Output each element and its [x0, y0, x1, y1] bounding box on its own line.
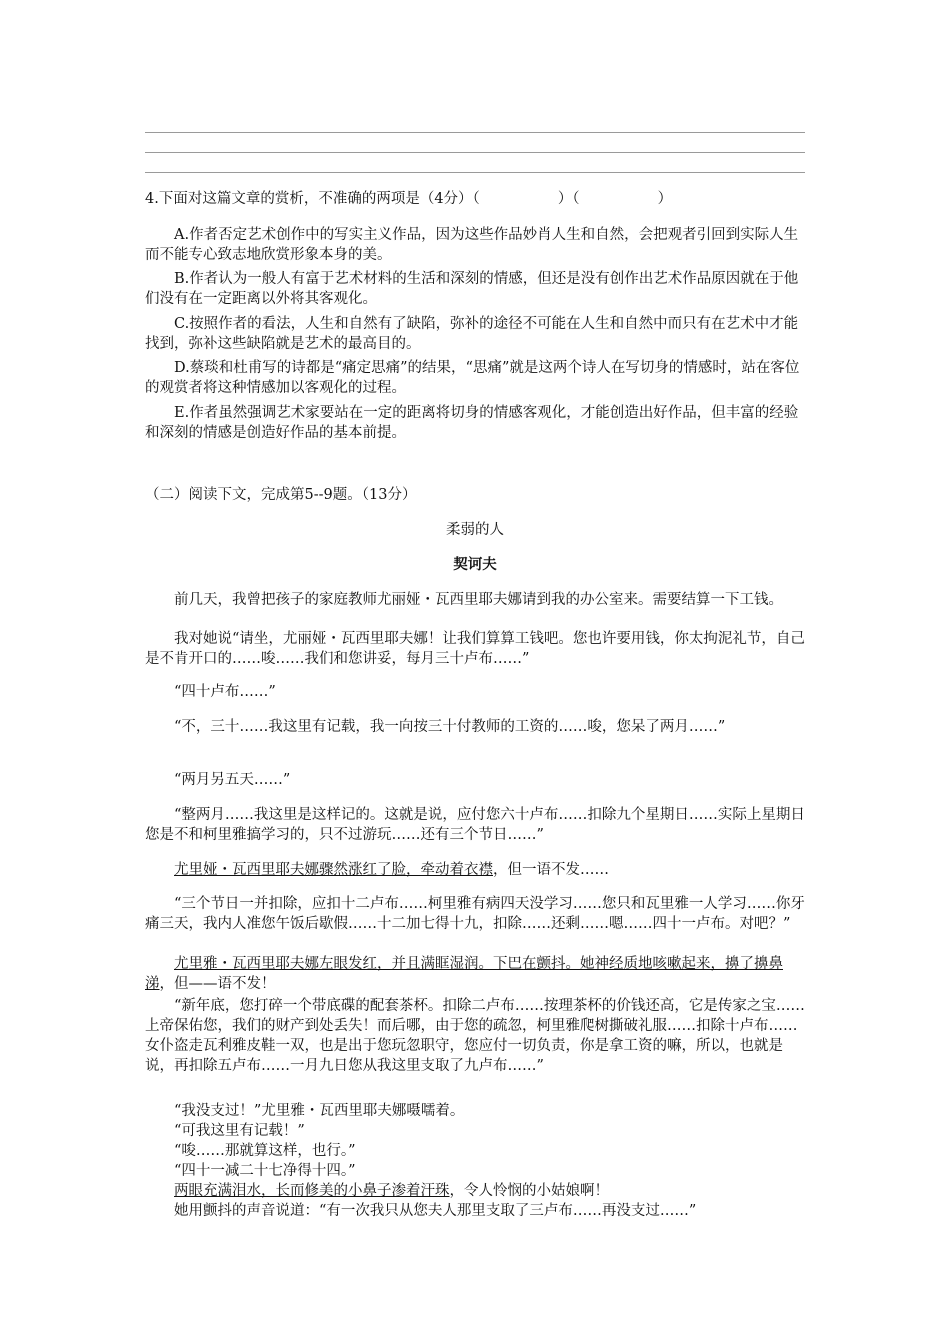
passage-paragraph: “两月另五天……” — [174, 772, 291, 788]
passage-paragraph: “唆……那就算这样，也行。” — [174, 1143, 356, 1159]
passage-paragraph: 我对她说“请坐，尤丽娅・瓦西里耶夫娜！让我们算算工钱吧。您也许要用钱，你太拘泥礼节，自己是不肯开口的……唆……我们和您讲妥，每月三十卢布……” — [145, 631, 805, 667]
passage-paragraph: “四十卢布……” — [174, 684, 276, 700]
answer-line — [145, 172, 805, 173]
answer-line — [145, 152, 805, 153]
passage-paragraph: “新年底，您打碎一个带底碟的配套茶杯。扣除二卢布……按理茶杯的价钱还高，它是传家之宝……上帝保佑您，我们的财产到处丢失！而后哪，由于您的疏忽，柯里雅爬树撕破礼服……扣除十卢布……女仆盗走瓦利雅皮鞋一双，也是出于您玩忽职守，您应付一切负责，你是拿工资的嘛，所以，也就是说，再扣除五卢布……一月九日您从我这里支取了九卢布……” — [145, 998, 805, 1074]
passage-paragraph: “三个节日一并扣除，应扣十二卢布……柯里雅有病四天没学习……您只和瓦里雅一人学习……你牙痛三天，我内人准您午饭后歇假……十二加七得十九，扣除……还剩……嗯……四十一卢布。对吧？” — [145, 896, 805, 932]
question-4-mid: ）（ — [557, 191, 580, 207]
underlined-sentence: 尤里雅・瓦西里耶夫娜左眼发红，并且满眶湿润。下巴在颤抖。她神经质地咳嗽起来，擤了擤鼻涕 — [145, 956, 783, 992]
question-4-text: 4.下面对这篇文章的赏析，不准确的两项是（4分）（ — [145, 191, 480, 207]
passage-paragraph: 她用颤抖的声音说道：“有一次我只从您夫人那里支取了三卢布……再没支过……” — [174, 1203, 697, 1219]
option-d: D.蔡琰和杜甫写的诗都是“痛定思痛”的结果，“思痛”就是这两个诗人在写切身的情感时，站在客位的观赏者将这种情感加以客观化的过程。 — [145, 360, 800, 396]
passage-paragraph-underlined — [145, 954, 805, 994]
section-2-intro: （二）阅读下文，完成第5--9题。（13分） — [145, 487, 417, 503]
sentence-tail: ，但一语不发…… — [493, 862, 609, 878]
question-4-stem — [145, 189, 805, 209]
passage-paragraph: “我没支过！”尤里雅・瓦西里耶夫娜嗫嚅着。 — [174, 1103, 465, 1119]
question-4-end: ） — [657, 191, 673, 207]
underlined-sentence: 两眼充满泪水，长而修美的小鼻子渗着汗珠 — [174, 1183, 450, 1199]
option-e: E.作者虽然强调艺术家要站在一定的距离将切身的情感客观化，才能创造出好作品，但丰富的经验和深刻的情感是创造好作品的基本前提。 — [145, 405, 799, 441]
passage-paragraph: “可我这里有记载！” — [174, 1123, 305, 1139]
passage-title: 柔弱的人 — [446, 522, 504, 538]
answer-line — [145, 132, 805, 133]
passage-author: 契诃夫 — [453, 556, 497, 573]
passage-paragraph: 前几天，我曾把孩子的家庭教师尤丽娅・瓦西里耶夫娜请到我的办公室来。需要结算一下工钱。 — [174, 592, 783, 608]
option-b: B.作者认为一般人有富于艺术材料的生活和深刻的情感，但还是没有创作出艺术作品原因就在于他们没有在一定距离以外将其客观化。 — [145, 271, 799, 307]
passage-paragraph-underlined — [145, 1181, 805, 1201]
passage-paragraph: “四十一减二十七净得十四。” — [174, 1163, 356, 1179]
passage-paragraph: “整两月……我这里是这样记的。这就是说，应付您六十卢布……扣除九个星期日……实际上星期日您是不和柯里雅搞学习的，只不过游玩……还有三个节日……” — [145, 807, 805, 843]
sentence-tail: ，令人怜悯的小姑娘啊！ — [449, 1183, 609, 1199]
passage-paragraph-underlined — [145, 860, 805, 880]
option-a: A.作者否定艺术创作中的写实主义作品，因为这些作品妙肖人生和自然，会把观者引回到实际人生而不能专心致志地欣赏形象本身的美。 — [145, 227, 799, 263]
sentence-tail: ，但——语不发！ — [159, 976, 276, 992]
option-c: C.按照作者的看法，人生和自然有了缺陷，弥补的途径不可能在人生和自然中而只有在艺术中才能找到，弥补这些缺陷就是艺术的最高目的。 — [145, 316, 799, 352]
passage-paragraph: “不，三十……我这里有记载，我一向按三十付教师的工资的……唆，您呆了两月……” — [174, 719, 726, 735]
underlined-sentence: 尤里娅・瓦西里耶夫娜骤然涨红了脸，牵动着衣襟 — [174, 862, 493, 878]
